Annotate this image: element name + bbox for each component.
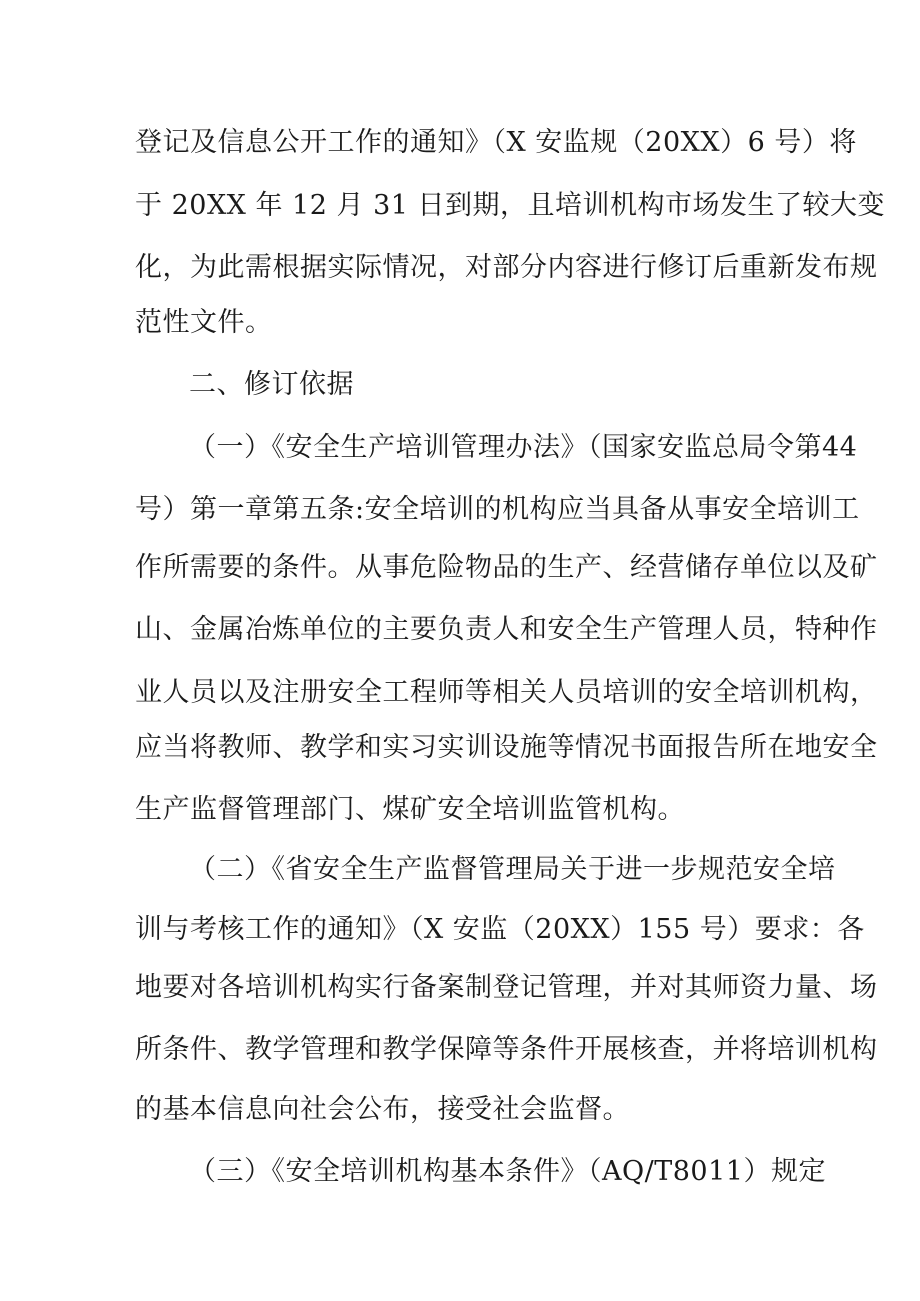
paragraph-line: （三）《安全培训机构基本条件》（AQ/T8011）规定: [189, 1156, 826, 1187]
paragraph-line: （一）《安全生产培训管理办法》（国家安监总局令第44: [189, 432, 858, 463]
paragraph-line: 训与考核工作的通知》（X 安监（20XX）155 号）要求：各: [135, 914, 865, 945]
paragraph-line: 地要对各培训机构实行备案制登记管理，并对其师资力量、场: [135, 972, 878, 1003]
paragraph-line: 号）第一章第五条:安全培训的机构应当具备从事安全培训工: [135, 494, 860, 525]
paragraph-line: 生产监督管理部门、煤矿安全培训监管机构。: [135, 794, 685, 825]
paragraph-line: 应当将教师、教学和实习实训设施等情况书面报告所在地安全: [135, 732, 878, 763]
paragraph-line: 山、金属冶炼单位的主要负责人和安全生产管理人员，特种作: [135, 614, 878, 645]
paragraph-line: 化，为此需根据实际情况，对部分内容进行修订后重新发布规: [135, 252, 878, 283]
paragraph-line: 范性文件。: [135, 307, 273, 338]
paragraph-line: （二）《省安全生产监督管理局关于进一步规范安全培: [189, 854, 836, 885]
paragraph-line: 业人员以及注册安全工程师等相关人员培训的安全培训机构，: [135, 677, 878, 708]
section-heading: 二、修订依据: [189, 369, 354, 400]
paragraph-line: 的基本信息向社会公布，接受社会监督。: [135, 1094, 630, 1125]
paragraph-line: 作所需要的条件。从事危险物品的生产、经营储存单位以及矿: [135, 552, 878, 583]
paragraph-line: 登记及信息公开工作的通知》（X 安监规（20XX）6 号）将: [135, 127, 857, 158]
paragraph-line: 于 20XX 年 12 月 31 日到期，且培训机构市场发生了较大变: [135, 190, 886, 221]
paragraph-line: 所条件、教学管理和教学保障等条件开展核查，并将培训机构: [135, 1034, 878, 1065]
